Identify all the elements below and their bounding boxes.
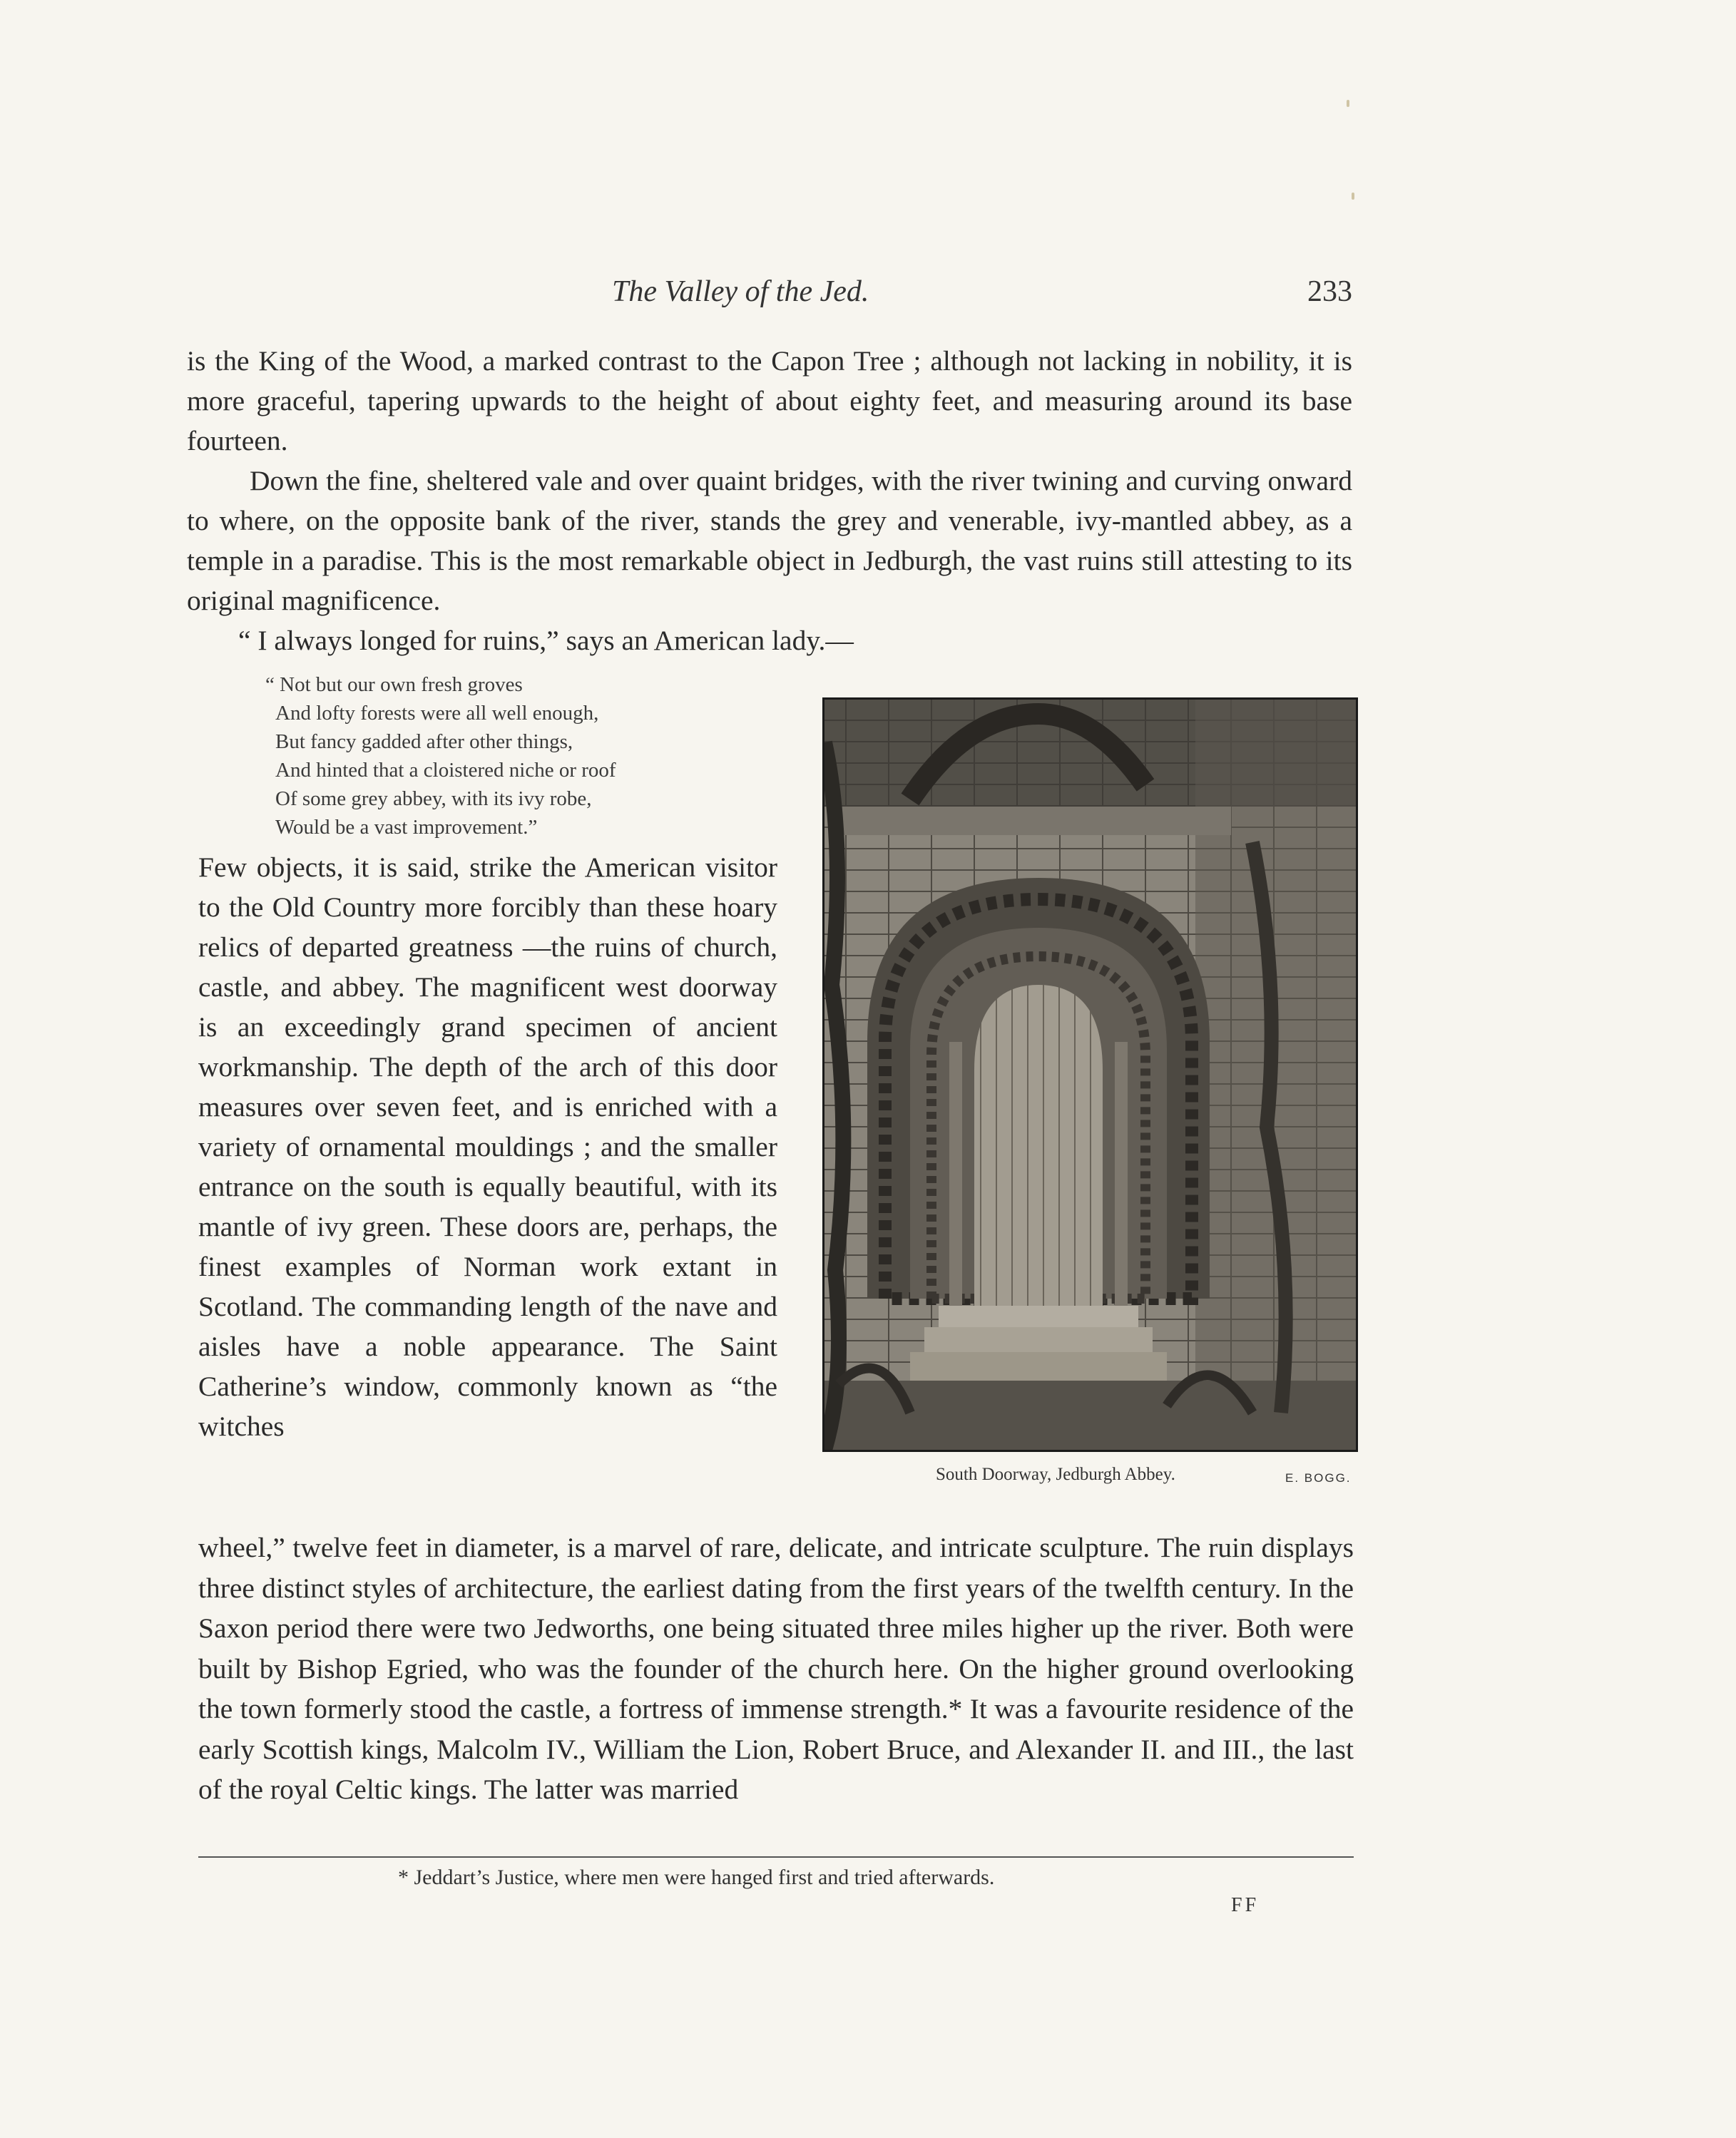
paragraph-2: Down the fine, sheltered vale and over quaint bridges, with the river twining and curving onward to where, on the opposite bank of the river, stands the grey and venerable, ivy-mantled abbey, as a temple in a paradise. This is the most remarkable object in Jedburgh, the vast ruins still attesting to its original magnificence. [187,465,1352,616]
verse-line: “ Not but our own fresh groves [265,673,523,696]
figure-caption: South Doorway, Jedburgh Abbey. [936,1465,1175,1484]
signature-mark: FF [1231,1894,1260,1916]
verse-line: And lofty forests were all well enough, [275,702,599,725]
abbey-doorway-illustration [822,697,1358,1452]
body-top [187,341,1352,660]
verse-line: Would be a vast improvement.” [275,816,538,839]
verse-line: And hinted that a cloistered niche or roof [275,759,616,782]
paragraph-full: wheel,” twelve feet in diameter, is a marvel of rare, delicate, and intricate sculpture. The ruin displays three distinct styles of architecture, the earliest dating from the first years of the twelfth century. In the Saxon period there were two Jedworths, one being situated three miles higher up the river. Both were built by Bishop Egried, who was the founder of the church here. On the higher ground overlooking the town formerly stood the castle, a fortress of immense strength.* It was a favourite residence of the early Scottish kings, Malcolm IV., William the Lion, Robert Bruce, and Alexander II. and III., the last of the royal Celtic kings. The latter was married [198,1532,1354,1805]
page-header [187,275,1352,317]
full-width-text [198,1528,1354,1810]
running-title: The Valley of the Jed. [612,275,869,308]
footnote-rule [198,1856,1354,1858]
figure-credit: E. BOGG. [1285,1471,1352,1485]
page-number: 233 [1307,275,1352,308]
paragraph-1: is the King of the Wood, a marked contrast to the Capon Tree ; although not lacking in nobility, it is more graceful, tapering upwards to the height of about eighty feet, and measuring around its base fourteen. [187,345,1352,456]
left-column [198,847,777,1446]
paragraph-column: Few objects, it is said, strike the American visitor to the Old Country more forcibly than these hoary relics of departed greatness —the ruins of church, castle, and abbey. The magnificent west doorway is an exceedingly grand specimen of ancient workmanship. The depth of the arch of this door measures over seven feet, and is enriched with a variety of ornamental mouldings ; and the smaller entrance on the south is equally beautiful, with its mantle of ivy green. These doors are, perhaps, the finest examples of Norman work extant in Scotland. The commanding length of the nave and aisles have a noble appearance. The Saint Catherine’s window, commonly known as “the witches [198,851,777,1442]
paragraph-3: “ I always longed for ruins,” says an American lady.— [238,625,854,656]
verse-line: Of some grey abbey, with its ivy robe, [275,787,592,810]
paper-speck [1347,100,1349,107]
paper-speck [1352,193,1354,200]
footnote: * Jeddart’s Justice, where men were hanged first and tried afterwards. [398,1866,995,1889]
verse-line: But fancy gadded after other things, [275,730,573,753]
verse-quote [265,670,775,842]
